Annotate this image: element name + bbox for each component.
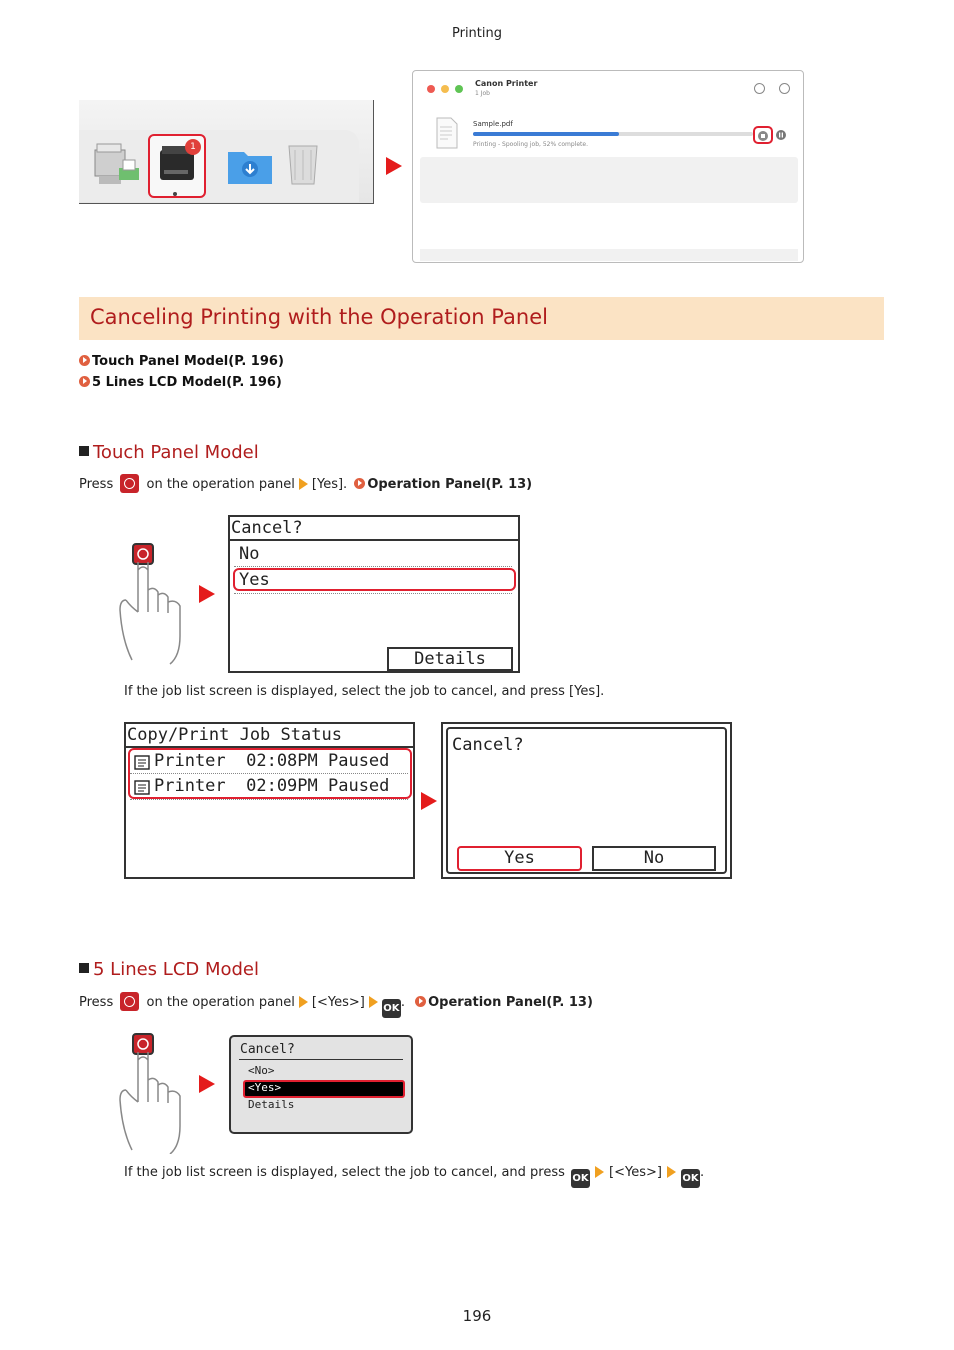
- next-arrow: [421, 792, 437, 810]
- option-no[interactable]: No: [239, 544, 260, 564]
- step-arrow-icon: [595, 1166, 604, 1178]
- section-title: Canceling Printing with the Operation Panel: [90, 305, 548, 329]
- link-arrow-icon: [415, 996, 426, 1007]
- lcd-title: Cancel?: [240, 1042, 295, 1057]
- hand-press-stop-icon: [118, 1030, 190, 1154]
- instr-text: on the operation panel: [146, 477, 295, 492]
- next-arrow: [386, 157, 402, 175]
- heading-text: 5 Lines LCD Model: [93, 959, 260, 980]
- job-status-screen: [124, 722, 415, 879]
- job-detail-panel: [420, 157, 798, 203]
- option-yes[interactable]: Yes: [239, 570, 270, 590]
- print-queue-window: [412, 70, 804, 263]
- progress-fill: [473, 132, 619, 136]
- link-lcd-model[interactable]: [79, 375, 282, 390]
- operation-panel-link[interactable]: Operation Panel(P. 13): [428, 995, 593, 1010]
- ok-key-icon: OK: [681, 1169, 700, 1188]
- next-arrow: [199, 1075, 215, 1093]
- lcd-option-no[interactable]: <No>: [248, 1064, 275, 1077]
- hand-press-stop-icon: [118, 540, 190, 666]
- multifunction-printer-icon: [89, 140, 141, 190]
- stop-key-icon: [120, 474, 139, 493]
- note-yes: [<Yes>]: [609, 1165, 662, 1180]
- yes-highlight: [233, 568, 516, 591]
- instr-yes: [<Yes>]: [311, 995, 365, 1010]
- running-indicator: [173, 192, 177, 196]
- step-arrow-icon: [299, 478, 308, 490]
- close-button[interactable]: [427, 85, 435, 93]
- heading-bullet: [79, 446, 89, 456]
- no-button[interactable]: No: [592, 846, 716, 871]
- window-footer: [420, 249, 798, 261]
- next-arrow: [199, 585, 215, 603]
- yes-button[interactable]: Yes: [457, 846, 582, 871]
- link-arrow-icon: [79, 376, 90, 387]
- cancel-confirm-screen: [441, 722, 732, 879]
- zoom-button[interactable]: [455, 85, 463, 93]
- row-divider: [234, 566, 512, 567]
- cancel-job-button[interactable]: [753, 126, 773, 144]
- pause-job-icon[interactable]: [775, 129, 787, 141]
- operation-panel-link[interactable]: Operation Panel(P. 13): [367, 477, 533, 492]
- instr-period: .: [400, 995, 405, 1010]
- row-divider: [234, 593, 512, 594]
- lcd-instruction: [79, 992, 593, 1018]
- screen-title: Copy/Print Job Status: [126, 724, 413, 748]
- link-label: 5 Lines LCD Model(P. 196): [92, 375, 282, 390]
- link-arrow-icon: [79, 355, 90, 366]
- note-text: If the job list screen is displayed, select the job to cancel, and press: [124, 1165, 565, 1180]
- instr-yes: [Yes].: [311, 477, 348, 492]
- lcd-option-details[interactable]: Details: [248, 1098, 295, 1111]
- window-title: Canon Printer: [475, 79, 538, 88]
- job-status: Printing - Spooling job, 52% complete.: [473, 141, 589, 148]
- pause-icon[interactable]: [754, 83, 765, 94]
- link-touch-panel[interactable]: [79, 354, 284, 369]
- step-arrow-icon: [369, 996, 378, 1008]
- progress-bar: [473, 132, 753, 136]
- lcd-model-heading: [79, 959, 259, 980]
- running-header: Printing: [451, 26, 502, 41]
- job-count-badge: 1: [185, 139, 201, 155]
- details-button[interactable]: Details: [387, 647, 513, 671]
- dock-illustration: [79, 100, 374, 204]
- touch-instruction: [79, 474, 532, 493]
- screen-title: Cancel?: [230, 517, 518, 541]
- minimize-button[interactable]: [441, 85, 449, 93]
- row-divider: [130, 773, 408, 774]
- cancel-dialog-screen: [228, 515, 520, 673]
- job-document-icon: [134, 780, 150, 795]
- downloads-folder-icon: [225, 144, 275, 186]
- section-header: [79, 297, 884, 340]
- lcd-option-yes[interactable]: <Yes>: [248, 1081, 282, 1094]
- job-row[interactable]: Printer 02:09PM Paused: [154, 776, 390, 796]
- lcd-note: [124, 1165, 704, 1188]
- step-arrow-icon: [299, 996, 308, 1008]
- instr-text: on the operation panel: [146, 995, 295, 1010]
- ok-key-icon: OK: [571, 1169, 590, 1188]
- instr-press: Press: [79, 477, 114, 492]
- settings-icon[interactable]: [779, 83, 790, 94]
- touch-note: If the job list screen is displayed, select the job to cancel, and press [Yes].: [124, 684, 605, 699]
- ok-key-icon: OK: [382, 999, 401, 1018]
- touch-panel-heading: [79, 442, 259, 463]
- stop-key-icon: [120, 992, 139, 1011]
- document-icon: [435, 117, 459, 149]
- printer-dock-icon[interactable]: [148, 134, 206, 198]
- job-document-icon: [134, 755, 150, 770]
- lcd-cancel-screen: [229, 1035, 413, 1134]
- note-period: .: [699, 1165, 705, 1180]
- heading-bullet: [79, 963, 89, 973]
- instr-press: Press: [79, 995, 114, 1010]
- window-subtitle: 1 Job: [475, 90, 490, 97]
- page-number: 196: [462, 1307, 492, 1325]
- link-arrow-icon: [354, 478, 365, 489]
- screen-title: Cancel?: [452, 735, 524, 755]
- row-divider: [130, 799, 408, 800]
- link-label: Touch Panel Model(P. 196): [92, 354, 284, 369]
- stop-icon: [755, 129, 771, 143]
- file-name: Sample.pdf: [473, 120, 513, 128]
- step-arrow-icon: [667, 1166, 676, 1178]
- job-row[interactable]: Printer 02:08PM Paused: [154, 751, 390, 771]
- trash-icon: [283, 138, 323, 188]
- heading-text: Touch Panel Model: [93, 442, 259, 463]
- lcd-title-rule: [239, 1059, 403, 1060]
